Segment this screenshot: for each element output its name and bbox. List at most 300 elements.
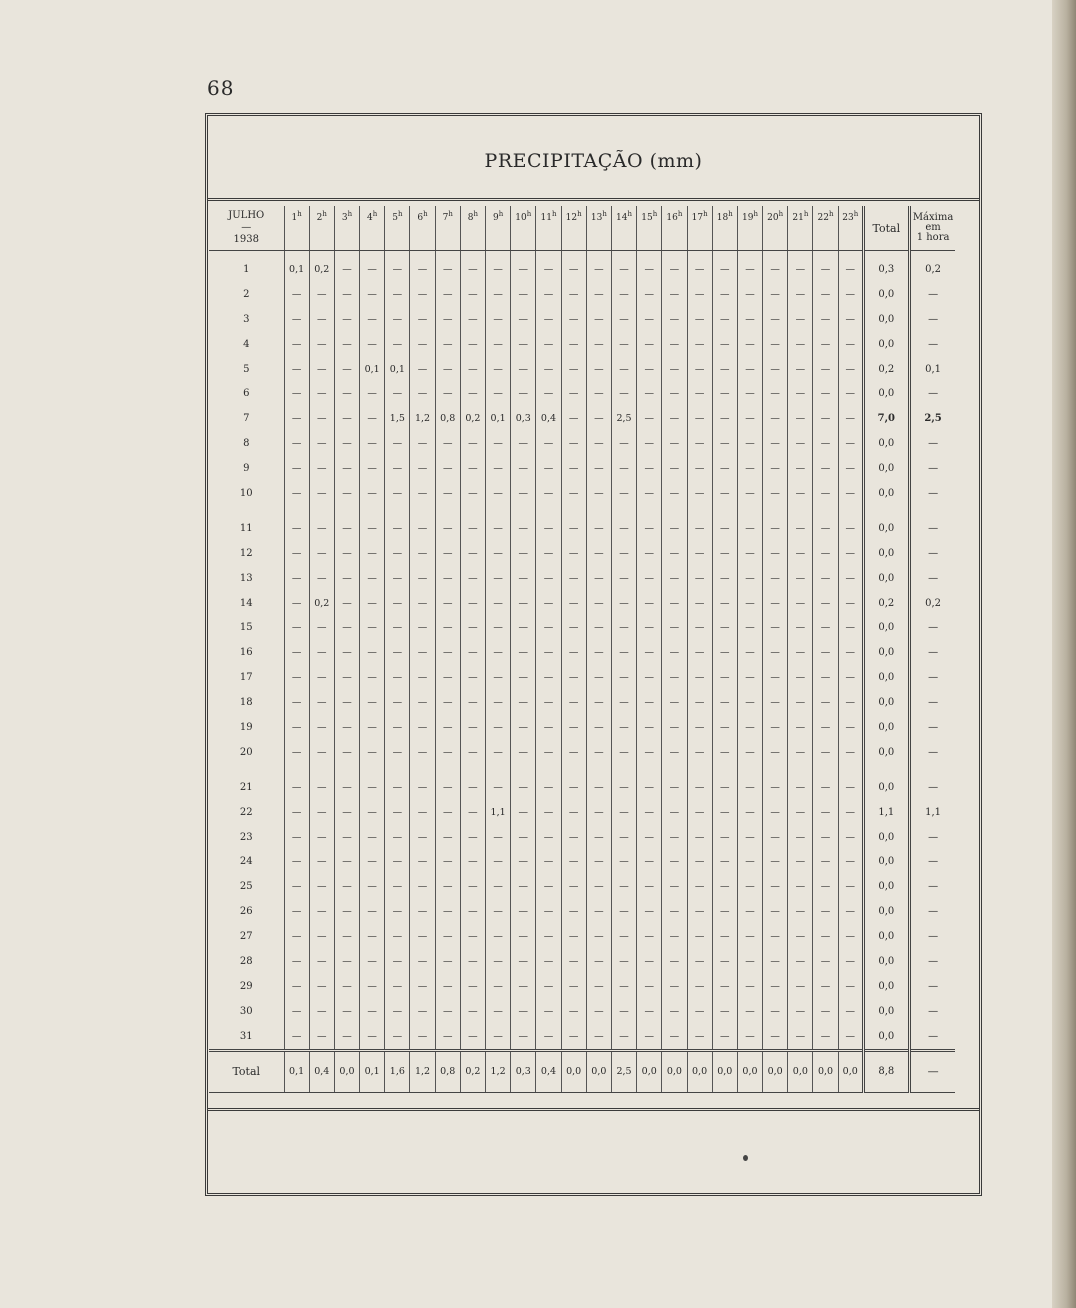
hour-cell: —	[511, 566, 536, 591]
row-total-cell: 0,0	[863, 715, 909, 740]
row-max-cell: —	[909, 615, 955, 640]
hour-cell: —	[763, 566, 788, 591]
hour-cell: —	[435, 282, 460, 307]
table-row	[209, 665, 955, 690]
row-max-cell: —	[909, 541, 955, 566]
hour-cell: —	[637, 615, 662, 640]
hour-cell: —	[435, 640, 460, 665]
hour-cell: —	[410, 775, 435, 800]
hour-cell: —	[334, 740, 359, 765]
spacer-cell	[838, 765, 863, 775]
hour-cell: —	[763, 615, 788, 640]
hour-cell: —	[284, 541, 309, 566]
header-max-line1: Máxima	[912, 212, 954, 223]
table-row	[209, 257, 955, 282]
hour-cell: —	[486, 257, 511, 282]
hour-cell: —	[360, 640, 385, 665]
hour-cell: —	[334, 615, 359, 640]
hour-cell: —	[611, 357, 636, 382]
hour-cell: —	[486, 615, 511, 640]
hour-cell: —	[309, 849, 334, 874]
hour-cell: —	[687, 825, 712, 850]
hour-cell: —	[561, 456, 586, 481]
hour-cell: —	[687, 257, 712, 282]
hour-cell: —	[460, 924, 485, 949]
hour-cell: —	[334, 591, 359, 616]
hour-header-13: 13$^h$	[586, 206, 611, 251]
hour-cell: —	[360, 431, 385, 456]
hour-cell: —	[435, 924, 460, 949]
hour-cell: —	[435, 257, 460, 282]
hour-cell: —	[586, 899, 611, 924]
hour-cell: —	[813, 775, 838, 800]
hour-cell: —	[334, 566, 359, 591]
hour-cell: —	[511, 949, 536, 974]
hour-cell: —	[561, 874, 586, 899]
hour-cell: —	[561, 999, 586, 1024]
hour-cell: —	[385, 381, 410, 406]
hour-cell: —	[838, 690, 863, 715]
hour-cell: —	[486, 1024, 511, 1050]
hour-cell: —	[611, 899, 636, 924]
hour-cell: —	[360, 481, 385, 506]
hour-cell: —	[611, 874, 636, 899]
hour-cell: —	[737, 1024, 762, 1050]
row-total-cell: 0,0	[863, 899, 909, 924]
hour-cell: —	[309, 924, 334, 949]
hour-cell: —	[788, 874, 813, 899]
hour-total-cell: 0,4	[309, 1050, 334, 1092]
hour-cell: —	[486, 431, 511, 456]
hour-cell: —	[385, 715, 410, 740]
hour-cell: —	[360, 825, 385, 850]
spacer-cell	[385, 506, 410, 516]
hour-cell: —	[763, 431, 788, 456]
spacer-cell	[662, 765, 687, 775]
day-cell: 14	[239, 597, 253, 609]
hour-cell: —	[511, 456, 536, 481]
hour-cell: —	[611, 974, 636, 999]
hour-cell: —	[486, 456, 511, 481]
hour-cell: —	[460, 665, 485, 690]
hour-cell: —	[687, 690, 712, 715]
hour-cell: —	[788, 800, 813, 825]
hour-cell: —	[662, 999, 687, 1024]
hour-cell: —	[788, 431, 813, 456]
day-cell: 12	[239, 547, 253, 559]
hour-cell: —	[360, 949, 385, 974]
hour-cell: —	[611, 740, 636, 765]
hour-cell: —	[637, 690, 662, 715]
hour-cell: —	[536, 949, 561, 974]
hour-cell: —	[284, 924, 309, 949]
row-max-cell: —	[909, 849, 955, 874]
hour-cell: —	[813, 541, 838, 566]
hour-cell: —	[334, 481, 359, 506]
hour-cell: —	[737, 307, 762, 332]
hour-cell: —	[637, 406, 662, 431]
hour-cell: —	[360, 566, 385, 591]
page-number: 68	[207, 76, 235, 100]
hour-cell: —	[611, 615, 636, 640]
spacer-cell	[435, 506, 460, 516]
hour-cell: —	[838, 949, 863, 974]
hour-header-11: 11$^h$	[536, 206, 561, 251]
row-max-cell: —	[909, 740, 955, 765]
table-row	[209, 999, 955, 1024]
hour-cell: —	[385, 591, 410, 616]
hour-cell: —	[460, 849, 485, 874]
hour-cell: —	[460, 431, 485, 456]
hour-cell: —	[385, 899, 410, 924]
hour-cell: —	[360, 456, 385, 481]
hour-cell: —	[737, 381, 762, 406]
hour-cell: —	[788, 456, 813, 481]
hour-cell: —	[662, 615, 687, 640]
table-row	[209, 949, 955, 974]
spacer-cell	[435, 765, 460, 775]
hour-header-18: 18$^h$	[712, 206, 737, 251]
hour-cell: —	[334, 516, 359, 541]
hour-cell: —	[712, 690, 737, 715]
hour-cell: —	[536, 431, 561, 456]
row-total-cell: 0,0	[863, 825, 909, 850]
hour-cell: —	[586, 406, 611, 431]
hour-cell: —	[813, 481, 838, 506]
hour-cell: —	[561, 690, 586, 715]
hour-cell: —	[536, 357, 561, 382]
hour-cell: —	[662, 456, 687, 481]
hour-cell: —	[788, 999, 813, 1024]
hour-cell: —	[637, 332, 662, 357]
hour-cell: —	[813, 566, 838, 591]
hour-cell: —	[511, 332, 536, 357]
hour-cell: —	[637, 640, 662, 665]
day-cell: 11	[239, 522, 253, 534]
hour-cell: —	[561, 357, 586, 382]
hour-cell: —	[561, 665, 586, 690]
hour-cell: —	[662, 381, 687, 406]
grand-total-cell: 8,8	[863, 1050, 909, 1092]
day-cell: 23	[239, 831, 253, 843]
row-total-cell: 0,0	[863, 381, 909, 406]
hour-cell: —	[460, 357, 485, 382]
hour-cell: —	[763, 257, 788, 282]
day-cell: 24	[239, 856, 253, 868]
hour-cell: —	[284, 1024, 309, 1050]
day-cell: 27	[239, 931, 253, 943]
hour-cell: —	[561, 775, 586, 800]
hour-cell: —	[788, 615, 813, 640]
hour-cell: —	[435, 381, 460, 406]
hour-cell: —	[536, 566, 561, 591]
hour-cell: —	[687, 665, 712, 690]
row-max-cell: —	[909, 974, 955, 999]
spacer-cell	[737, 765, 762, 775]
row-total-cell: 0,2	[863, 357, 909, 382]
hour-cell: —	[788, 332, 813, 357]
hour-cell: —	[385, 541, 410, 566]
spacer-cell	[687, 765, 712, 775]
spacer-cell	[863, 506, 909, 516]
hour-cell: —	[788, 257, 813, 282]
hour-header-10: 10$^h$	[511, 206, 536, 251]
hour-cell: —	[662, 1024, 687, 1050]
day-cell: 28	[239, 955, 253, 967]
hour-cell: —	[536, 456, 561, 481]
hour-cell: —	[385, 800, 410, 825]
table-row	[209, 516, 955, 541]
hour-cell: —	[435, 456, 460, 481]
hour-total-cell: 0,0	[334, 1050, 359, 1092]
hour-cell: —	[788, 849, 813, 874]
hour-cell: —	[763, 825, 788, 850]
hour-cell: —	[435, 307, 460, 332]
hour-cell: —	[511, 431, 536, 456]
hour-cell: —	[536, 307, 561, 332]
hour-cell: —	[737, 332, 762, 357]
hour-cell: —	[561, 307, 586, 332]
hour-cell: —	[486, 874, 511, 899]
hour-cell: —	[813, 640, 838, 665]
hour-cell: —	[360, 740, 385, 765]
hour-cell: —	[712, 516, 737, 541]
hour-cell: —	[410, 999, 435, 1024]
hour-cell: —	[410, 541, 435, 566]
hour-cell: —	[687, 999, 712, 1024]
hour-cell: —	[385, 775, 410, 800]
hour-cell: —	[309, 456, 334, 481]
hour-cell: —	[737, 800, 762, 825]
hour-cell: —	[360, 715, 385, 740]
hour-cell: —	[309, 640, 334, 665]
hour-cell: —	[410, 257, 435, 282]
spacer-cell	[586, 506, 611, 516]
table-row	[209, 924, 955, 949]
table-footer-box	[208, 1108, 979, 1193]
hour-cell: —	[486, 332, 511, 357]
row-max-cell: —	[909, 665, 955, 690]
row-max-cell: —	[909, 949, 955, 974]
hour-cell: —	[813, 456, 838, 481]
day-cell: 25	[239, 881, 253, 893]
hour-cell: —	[687, 357, 712, 382]
hour-cell: —	[737, 899, 762, 924]
hour-cell: —	[813, 800, 838, 825]
title-separator	[208, 198, 979, 201]
day-cell: 18	[239, 697, 253, 709]
hour-cell: —	[611, 307, 636, 332]
row-total-cell: 0,0	[863, 282, 909, 307]
hour-cell: —	[284, 406, 309, 431]
table-row	[209, 357, 955, 382]
hour-cell: —	[637, 282, 662, 307]
hour-cell: —	[334, 381, 359, 406]
hour-total-cell: 0,0	[637, 1050, 662, 1092]
hour-cell: —	[788, 481, 813, 506]
hour-cell: —	[536, 615, 561, 640]
hour-cell: —	[737, 541, 762, 566]
hour-cell: —	[586, 282, 611, 307]
hour-cell: —	[410, 307, 435, 332]
hour-cell: —	[561, 1024, 586, 1050]
hour-cell: —	[284, 825, 309, 850]
hour-cell: —	[712, 456, 737, 481]
spacer-cell	[637, 765, 662, 775]
hour-cell: —	[334, 924, 359, 949]
hour-cell: —	[486, 740, 511, 765]
hour-cell: —	[309, 949, 334, 974]
hour-cell: —	[410, 924, 435, 949]
hour-cell: —	[360, 332, 385, 357]
hour-cell: —	[763, 332, 788, 357]
hour-cell: —	[737, 974, 762, 999]
spacer-cell	[763, 506, 788, 516]
row-total-cell: 0,0	[863, 640, 909, 665]
hour-total-cell: 1,6	[385, 1050, 410, 1092]
hour-cell: —	[637, 924, 662, 949]
hour-cell: —	[561, 740, 586, 765]
hour-cell: —	[788, 381, 813, 406]
hour-cell: —	[712, 332, 737, 357]
hour-cell: —	[687, 974, 712, 999]
hour-cell: —	[561, 899, 586, 924]
hour-cell: —	[687, 899, 712, 924]
hour-header-5: 5$^h$	[385, 206, 410, 251]
spacer-cell	[788, 765, 813, 775]
hour-cell: —	[284, 740, 309, 765]
header-row	[209, 206, 955, 251]
spacer-cell	[486, 506, 511, 516]
hour-cell: —	[838, 566, 863, 591]
table-row	[209, 740, 955, 765]
row-max-cell: —	[909, 282, 955, 307]
row-max-cell: 0,2	[909, 257, 955, 282]
hour-cell: —	[611, 591, 636, 616]
hour-cell: —	[763, 481, 788, 506]
row-max-cell: —	[909, 456, 955, 481]
hour-total-cell: 0,4	[536, 1050, 561, 1092]
hour-cell: —	[435, 566, 460, 591]
hour-cell: —	[561, 849, 586, 874]
table-row	[209, 541, 955, 566]
hour-cell: —	[586, 307, 611, 332]
hour-cell: —	[536, 332, 561, 357]
hour-cell: 0,1	[486, 406, 511, 431]
table-row	[209, 591, 955, 616]
hour-cell: —	[385, 665, 410, 690]
hour-cell: —	[460, 974, 485, 999]
hour-cell: —	[737, 999, 762, 1024]
hour-cell: —	[737, 257, 762, 282]
spacer-cell	[838, 506, 863, 516]
hour-cell: —	[536, 999, 561, 1024]
hour-cell: —	[486, 825, 511, 850]
hour-header-8: 8$^h$	[460, 206, 485, 251]
row-max-cell: —	[909, 381, 955, 406]
hour-cell: —	[385, 740, 410, 765]
spacer-cell	[334, 765, 359, 775]
hour-cell: —	[511, 615, 536, 640]
hour-cell: —	[410, 516, 435, 541]
hour-cell: —	[334, 406, 359, 431]
row-max-cell: —	[909, 874, 955, 899]
hour-cell: —	[611, 1024, 636, 1050]
row-max-cell: 2,5	[909, 406, 955, 431]
hour-cell: —	[410, 481, 435, 506]
hour-cell: —	[410, 825, 435, 850]
total-header: Total	[863, 206, 909, 251]
hour-cell: —	[637, 949, 662, 974]
hour-cell: —	[435, 615, 460, 640]
hour-cell: —	[687, 1024, 712, 1050]
hour-cell: —	[662, 431, 687, 456]
hour-header-14: 14$^h$	[611, 206, 636, 251]
hour-cell: —	[309, 874, 334, 899]
hour-total-cell: 0,3	[511, 1050, 536, 1092]
hour-cell: —	[360, 282, 385, 307]
hour-cell: —	[460, 591, 485, 616]
hour-cell: —	[712, 406, 737, 431]
hour-cell: —	[687, 332, 712, 357]
hour-cell: —	[662, 874, 687, 899]
spacer-cell	[637, 506, 662, 516]
hour-cell: —	[611, 690, 636, 715]
hour-cell: —	[763, 974, 788, 999]
hour-cell: —	[284, 381, 309, 406]
hour-total-cell: 0,2	[460, 1050, 485, 1092]
hour-cell: —	[838, 456, 863, 481]
hour-cell: —	[763, 690, 788, 715]
hour-cell: —	[611, 715, 636, 740]
hour-cell: —	[511, 825, 536, 850]
hour-cell: —	[712, 431, 737, 456]
hour-cell: —	[486, 591, 511, 616]
table-row	[209, 1024, 955, 1050]
hour-cell: —	[284, 516, 309, 541]
day-cell: 4	[243, 338, 250, 350]
hour-cell: —	[536, 775, 561, 800]
row-max-cell: —	[909, 825, 955, 850]
hour-cell: —	[687, 381, 712, 406]
hour-cell: —	[586, 849, 611, 874]
hour-cell: —	[788, 591, 813, 616]
hour-cell: 0,1	[385, 357, 410, 382]
hour-cell: —	[712, 615, 737, 640]
spacer-cell	[813, 765, 838, 775]
hour-cell: —	[334, 282, 359, 307]
hour-cell: —	[435, 800, 460, 825]
hour-cell: —	[586, 257, 611, 282]
hour-cell: —	[410, 431, 435, 456]
totals-row	[209, 1050, 955, 1092]
hour-cell: —	[662, 640, 687, 665]
hour-cell: —	[435, 825, 460, 850]
hour-cell: —	[788, 949, 813, 974]
hour-cell: —	[460, 640, 485, 665]
hour-cell: —	[662, 357, 687, 382]
hour-cell: —	[586, 949, 611, 974]
ink-spot	[743, 1155, 748, 1161]
hour-cell: —	[586, 800, 611, 825]
hour-cell: —	[611, 381, 636, 406]
hour-cell: —	[486, 849, 511, 874]
day-cell: 15	[239, 622, 253, 634]
hour-cell: —	[838, 481, 863, 506]
row-total-cell: 0,0	[863, 566, 909, 591]
table-row	[209, 456, 955, 481]
hour-cell: —	[410, 665, 435, 690]
